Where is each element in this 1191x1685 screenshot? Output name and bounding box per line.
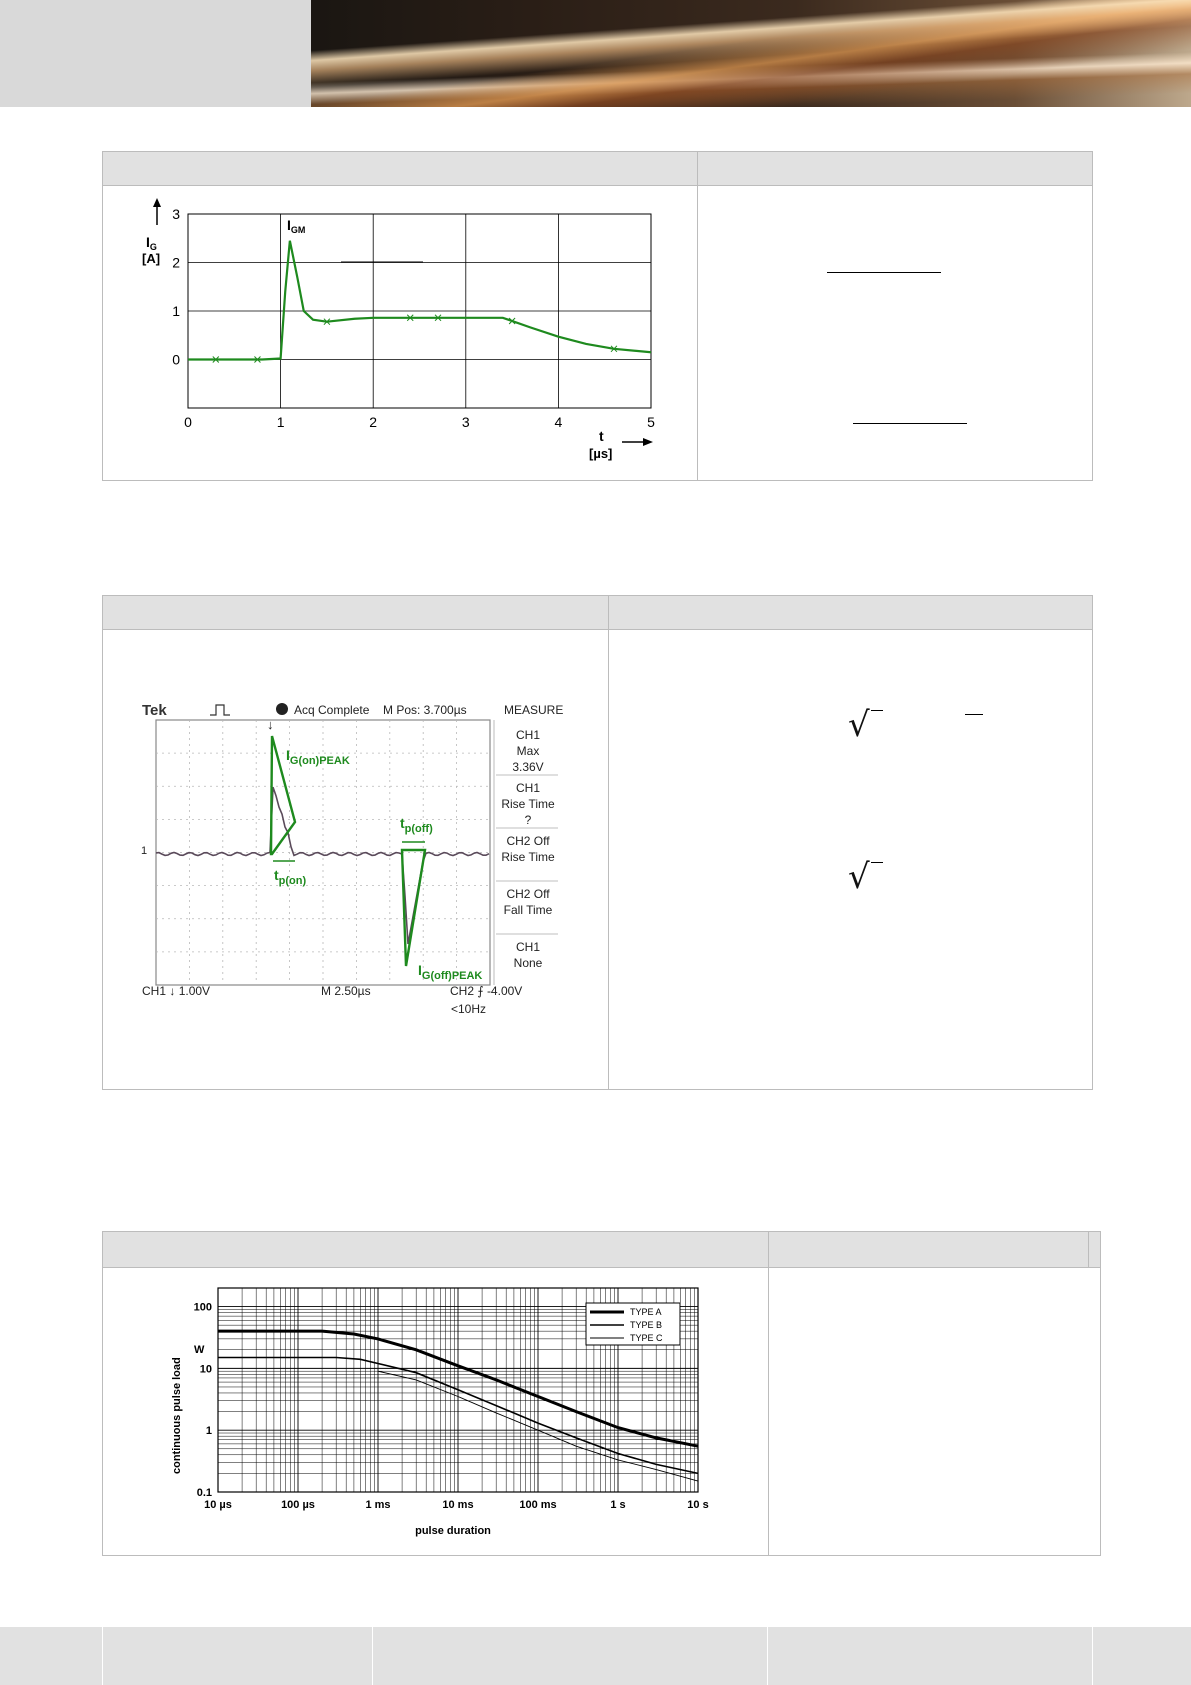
y-axis-unit: [A] — [142, 251, 161, 266]
formula-fraction-line — [827, 272, 941, 273]
x-tick-label: 5 — [647, 414, 655, 430]
x-tick-label: 4 — [554, 414, 563, 430]
timebase: M 2.50µs — [321, 984, 371, 998]
ch2-trigger: CH2 ⨍ -4.00V — [450, 984, 523, 998]
gate-current-chart — [130, 195, 675, 465]
y-tick-label: 1 — [172, 303, 180, 319]
turn-on-pulse-envelope — [271, 736, 295, 854]
y-axis-label: $I_G$ — [146, 234, 157, 252]
series-markers — [213, 315, 617, 363]
legend-type-c: TYPE C — [630, 1333, 663, 1343]
table-header-row — [103, 152, 1092, 186]
measure-item-line: Rise Time — [501, 797, 555, 811]
acq-status: Acq Complete — [294, 703, 370, 717]
oscilloscope-screenshot — [138, 695, 570, 1025]
x-axis-unit: [µs] — [589, 446, 613, 461]
legend-type-a: TYPE A — [630, 1307, 662, 1317]
x-tick-label: 3 — [461, 414, 470, 430]
measure-item-line: ? — [524, 813, 532, 827]
formula-fraction-line — [853, 423, 967, 424]
measure-item-line: 3.36V — [512, 760, 544, 774]
signal-trace — [156, 787, 489, 944]
footer-divider — [767, 1627, 768, 1685]
measure-item-line: CH1 — [515, 940, 541, 954]
ground-marker: 1 — [141, 845, 148, 857]
x-tick-label: 100 ms — [519, 1499, 557, 1511]
x-tick-label: 1 s — [610, 1499, 626, 1511]
acq-status-dot — [276, 703, 288, 715]
y-axis-arrow-head — [153, 198, 161, 207]
scope-brand: Tek — [142, 702, 167, 719]
column-divider — [697, 152, 698, 480]
x-tick-label: 2 — [369, 414, 378, 430]
header-gray-block — [0, 0, 311, 107]
x-tick-label: 100 µs — [281, 1499, 315, 1511]
pulse-load-chart — [158, 1280, 718, 1542]
table-header-row — [103, 596, 1092, 630]
pulse-icon — [210, 705, 230, 715]
footer-divider — [102, 1627, 103, 1685]
measure-item-line: None — [513, 956, 543, 970]
y-tick-label: 0.1 — [196, 1487, 212, 1499]
x-axis-arrow-head — [643, 438, 653, 446]
m-pos: M Pos: 3.700µs — [383, 703, 467, 717]
gate-current-series-line — [188, 241, 651, 360]
trigger-marker: ↓ — [267, 717, 274, 732]
measure-item-line: Fall Time — [503, 903, 553, 917]
legend-type-b: TYPE B — [630, 1320, 663, 1330]
table-header-row — [103, 1232, 1100, 1268]
measure-item-line: CH1 — [515, 728, 541, 742]
page-footer — [0, 1627, 1191, 1685]
tpoff-label: $t_{p(off)}$ — [400, 815, 433, 835]
chart-grid — [188, 214, 651, 408]
measure-item-line: Max — [516, 744, 540, 758]
measure-panel — [494, 720, 558, 985]
header-divider — [1088, 1232, 1089, 1267]
header-banner-image — [311, 0, 1191, 107]
measure-item-line: Rise Time — [501, 850, 555, 864]
freq-readout: <10Hz — [451, 1002, 487, 1016]
x-tick-label: 1 — [276, 414, 285, 430]
footer-divider — [1092, 1627, 1093, 1685]
x-tick-label: 10 s — [687, 1499, 709, 1511]
ch1-scale: CH1 ↓ 1.00V — [142, 984, 211, 998]
y-axis-unit: W — [194, 1344, 205, 1356]
chart-legend — [586, 1303, 680, 1345]
y-tick-label: 0 — [172, 351, 180, 368]
tpon-label: $t_{p(on)}$ — [274, 867, 307, 887]
measure-item-line: CH2 Off — [506, 834, 550, 848]
measure-item-line: CH2 Off — [506, 887, 550, 901]
x-axis-label: t — [599, 428, 604, 444]
x-axis-label: pulse duration — [415, 1525, 491, 1537]
ioff-peak-label: $I_{G(off)PEAK}$ — [418, 962, 483, 982]
ion-peak-label: $I_{G(on)PEAK}$ — [286, 747, 350, 767]
y-tick-label: 3 — [172, 206, 180, 222]
formula-fraction-line — [965, 714, 983, 715]
x-tick-label: 10 ms — [442, 1499, 474, 1511]
formula-sqrt-symbol: √ — [848, 705, 870, 745]
footer-divider — [372, 1627, 373, 1685]
formula-sqrt-symbol: √ — [848, 857, 870, 897]
formula-sqrt-bar — [871, 862, 883, 863]
x-tick-label: 1 ms — [365, 1499, 391, 1511]
column-divider — [768, 1232, 769, 1555]
measure-item-line: CH1 — [515, 781, 541, 795]
column-divider — [608, 596, 609, 1089]
x-tick-label: 0 — [184, 414, 192, 430]
y-tick-label: 1 — [205, 1425, 212, 1438]
formula-sqrt-bar — [871, 710, 883, 711]
measure-title: MEASURE — [504, 703, 564, 717]
x-tick-label: 10 µs — [204, 1499, 232, 1511]
y-axis-label: continuous pulse load — [171, 1357, 183, 1474]
y-tick-label: 2 — [172, 254, 180, 271]
y-tick-label: 10 — [199, 1363, 212, 1376]
y-tick-label: 100 — [193, 1301, 212, 1314]
peak-label: $I_{GM}$ — [287, 217, 306, 235]
